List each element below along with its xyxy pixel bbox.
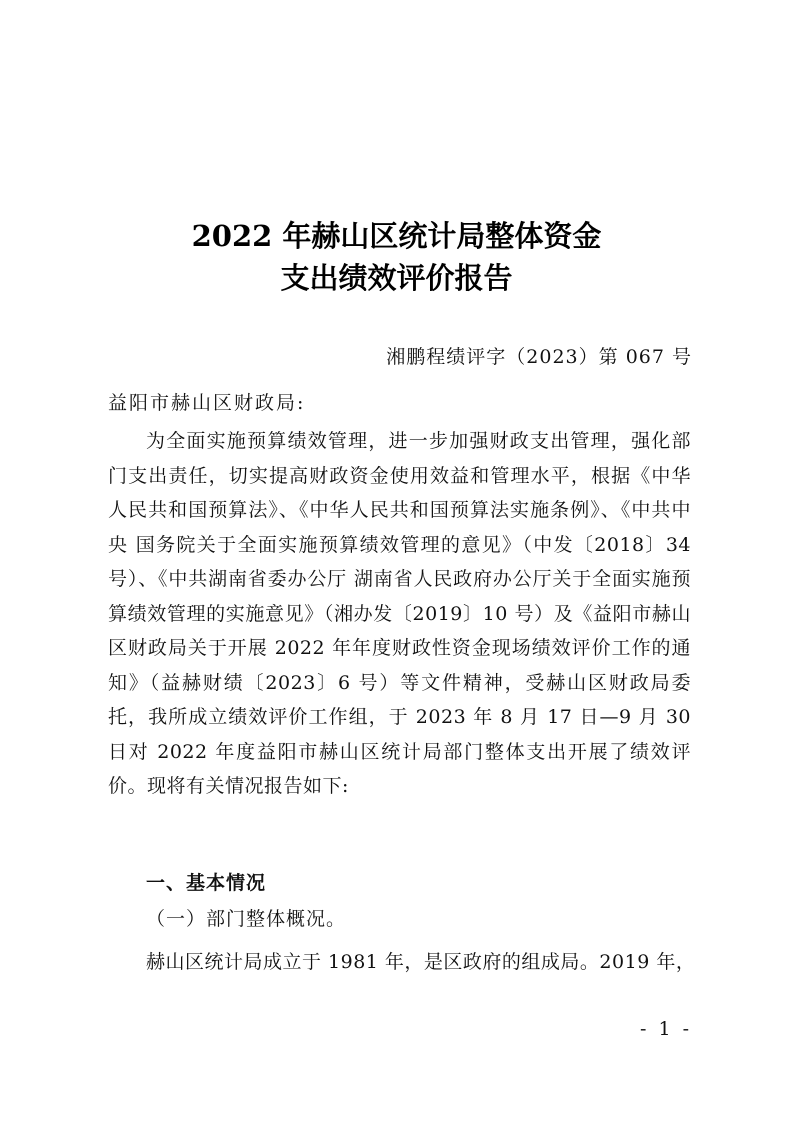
body-paragraph-2: 赫山区统计局成立于 1981 年，是区政府的组成局。2019 年， (146, 951, 696, 973)
recipient: 益阳市赫山区财政局: (108, 392, 306, 414)
page-number: - 1 - (639, 1018, 692, 1040)
section-heading-basic-info: 一、基本情况 (146, 872, 267, 894)
document-title-line2: 支出绩效评价报告 (280, 261, 513, 295)
body-paragraph-1-container (108, 424, 691, 804)
document-number: 湘鹏程绩评字（2023）第 067 号 (386, 346, 692, 368)
subsection-heading-overview: （一）部门整体概况。 (146, 908, 347, 930)
document-title-line1: 2022 年赫山区统计局整体资金 (191, 219, 602, 253)
body-paragraph-1: 为全面实施预算绩效管理，进一步加强财政支出管理，强化部门支出责任，切实提高财政资金使用效益和管理水平，根据《中华人民共和国预算法》、《中华人民共和国预算法实施条例》、《中共中央 国务院关于全面实施预算绩效管理的意见》（中发〔2018〕34 号）、《中共湖南省委办公厅 湖南省人民政府办公厅关于全面实施预算绩效管理的实施意见》（湘办发〔2019〕10 号）及《益阳市赫山区财政局关于开展 2022 年年度财政性资金现场绩效评价工作的通知》（益赫财绩〔2023〕6 号）等文件精神，受赫山区财政局委托，我所成立绩效评价工作组，于 2023 年 8 月 17 日—9 月 30 日对 2022 年度益阳市赫山区统计局部门整体支出开展了绩效评价。现将有关情况报告如下: (108, 430, 691, 797)
